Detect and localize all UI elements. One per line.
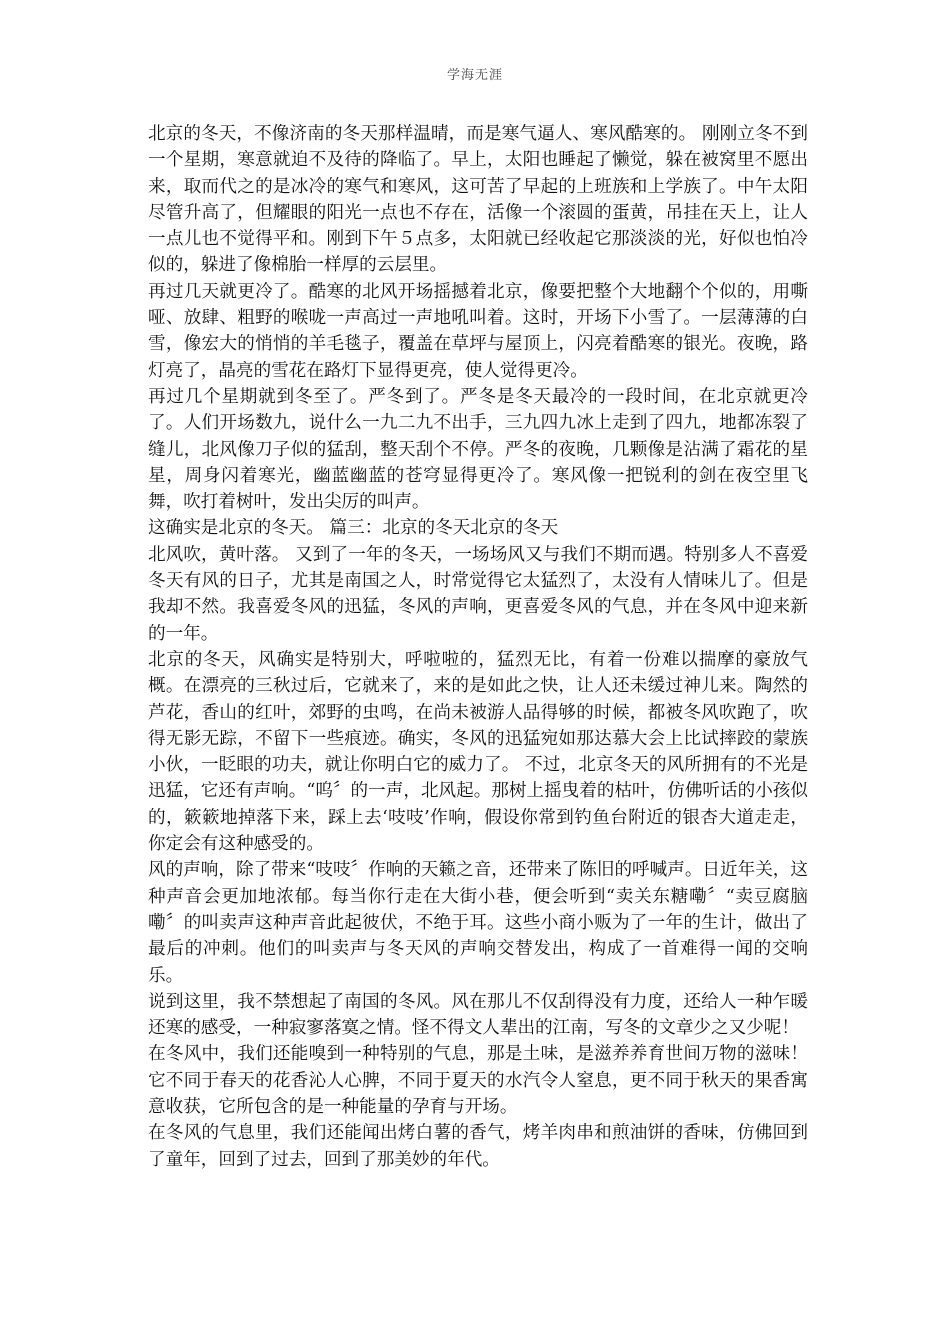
paragraph-8: 说到这里，我不禁想起了南国的冬风。风在那儿不仅刮得没有力度，还给人一种乍暖还寒的感受，一种寂寥落寞之情。怪不得文人辈出的江南，写冬的文章少之又少呢！ (148, 991, 808, 1039)
document-body (148, 121, 808, 1173)
paragraph-3: 再过几个星期就到冬至了。严冬到了。严冬是冬天最冷的一段时间，在北京就更冷了。人们开场数九，说什么一九二九不出手，三九四九冰上走到了四九，地都冻裂了缝儿，北风像刀子似的猛刮，整天刮个不停。严冬的夜晚，几颗像是沾满了霜花的星星，周身闪着寒光，幽蓝幽蓝的苍穹显得更冷了。寒风像一把锐利的剑在夜空里飞舞，吹打着树叶，发出尖厉的叫声。 (148, 386, 808, 513)
paragraph-10: 在冬风的气息里，我们还能闻出烤白薯的香气，烤羊肉串和煎油饼的香味，仿佛回到了童年，回到了过去，回到了那美妙的年代。 (148, 1123, 808, 1170)
paragraph-2: 再过几天就更冷了。酷寒的北风开场摇撼着北京，像要把整个大地翻个个似的，用嘶哑、放肆、粗野的喉咙一声高过一声地吼叫着。这时，开场下小雪了。一层薄薄的白雪，像宏大的悄悄的羊毛毯子，覆盖在草坪与屋顶上，闪亮着酷寒的银光。夜晚，路灯亮了，晶亮的雪花在路灯下显得更亮，使人觉得更冷。 (148, 281, 808, 381)
paragraph-7: 风的声响，除了带来“吱吱〞作响的天籁之音，还带来了陈旧的呼喊声。日近年关，这种声音会更加地浓郁。每当你行走在大街小巷，便会听到“卖关东糖嘞〞“卖豆腐脑嘞〞的叫卖声这种声音此起彼伏，不绝于耳。这些小商小贩为了一年的生计，做出了最后的冲刺。他们的叫卖声与冬天风的声响交替发出，构成了一首难得一闻的交响乐。 (148, 860, 808, 986)
paragraph-9: 在冬风中，我们还能嗅到一种特别的气息，那是土味，是滋养养育世间万物的滋味！它不同于春天的花香沁人心脾，不同于夏天的水汽令人窒息，更不同于秋天的果香寓意收获，它所包含的是一种能量的孕育与开场。 (148, 1044, 808, 1117)
paragraph-1: 北京的冬天，不像济南的冬天那样温晴，而是寒气逼人、寒风酷寒的。 刚刚立冬不到一个星期，寒意就迫不及待的降临了。早上，太阳也睡起了懒觉，躲在被窝里不愿出来，取而代之的是冰冷的寒气和寒风，这可苦了早起的上班族和上学族了。中午太阳尽管升高了，但耀眼的阳光一点也不存在，活像一个滚圆的蛋黄，吊挂在天上，让人一点儿也不觉得平和。刚到下午５点多，太阳就已经收起它那淡淡的光，好似也怕冷似的，躲进了像棉胎一样厚的云层里。 (148, 124, 808, 276)
paragraph-5: 北风吹，黄叶落。 又到了一年的冬天，一场场风又与我们不期而遇。特别多人不喜爱冬天有风的日子，尤其是南国之人，时常觉得它太猛烈了，太没有人情味儿了。但是我却不然。我喜爱冬风的迅猛，冬风的声响，更喜爱冬风的气息，并在冬风中迎来新的一年。 (148, 544, 808, 644)
paragraph-6: 北京的冬天，风确实是特别大，呼啦啦的，猛烈无比，有着一份难以揣摩的豪放气概。在漂亮的三秋过后，它就来了，来的是如此之快，让人还未缓过神儿来。陶然的芦花，香山的红叶，郊野的虫鸣，在尚未被游人品得够的时候，都被冬风吹跑了，吹得无影无踪，不留下一些痕迹。确实，冬风的迅猛宛如那达慕大会上比试摔跤的蒙族小伙，一眨眼的功夫，就让你明白它的威力了。 不过，北京冬天的风所拥有的不光是迅猛，它还有声响。“呜〞的一声，北风起。那树上摇曳着的枯叶，仿佛听话的小孩似的，簌簌地掉落下来，踩上去‘吱吱’作响，假设你常到钓鱼台附近的银杏大道走走，你定会有这种感受的。 (148, 649, 808, 855)
paragraph-4: 这确实是北京的冬天。 篇三：北京的冬天北京的冬天 (148, 518, 559, 539)
page-header: 学海无涯 (446, 68, 503, 83)
